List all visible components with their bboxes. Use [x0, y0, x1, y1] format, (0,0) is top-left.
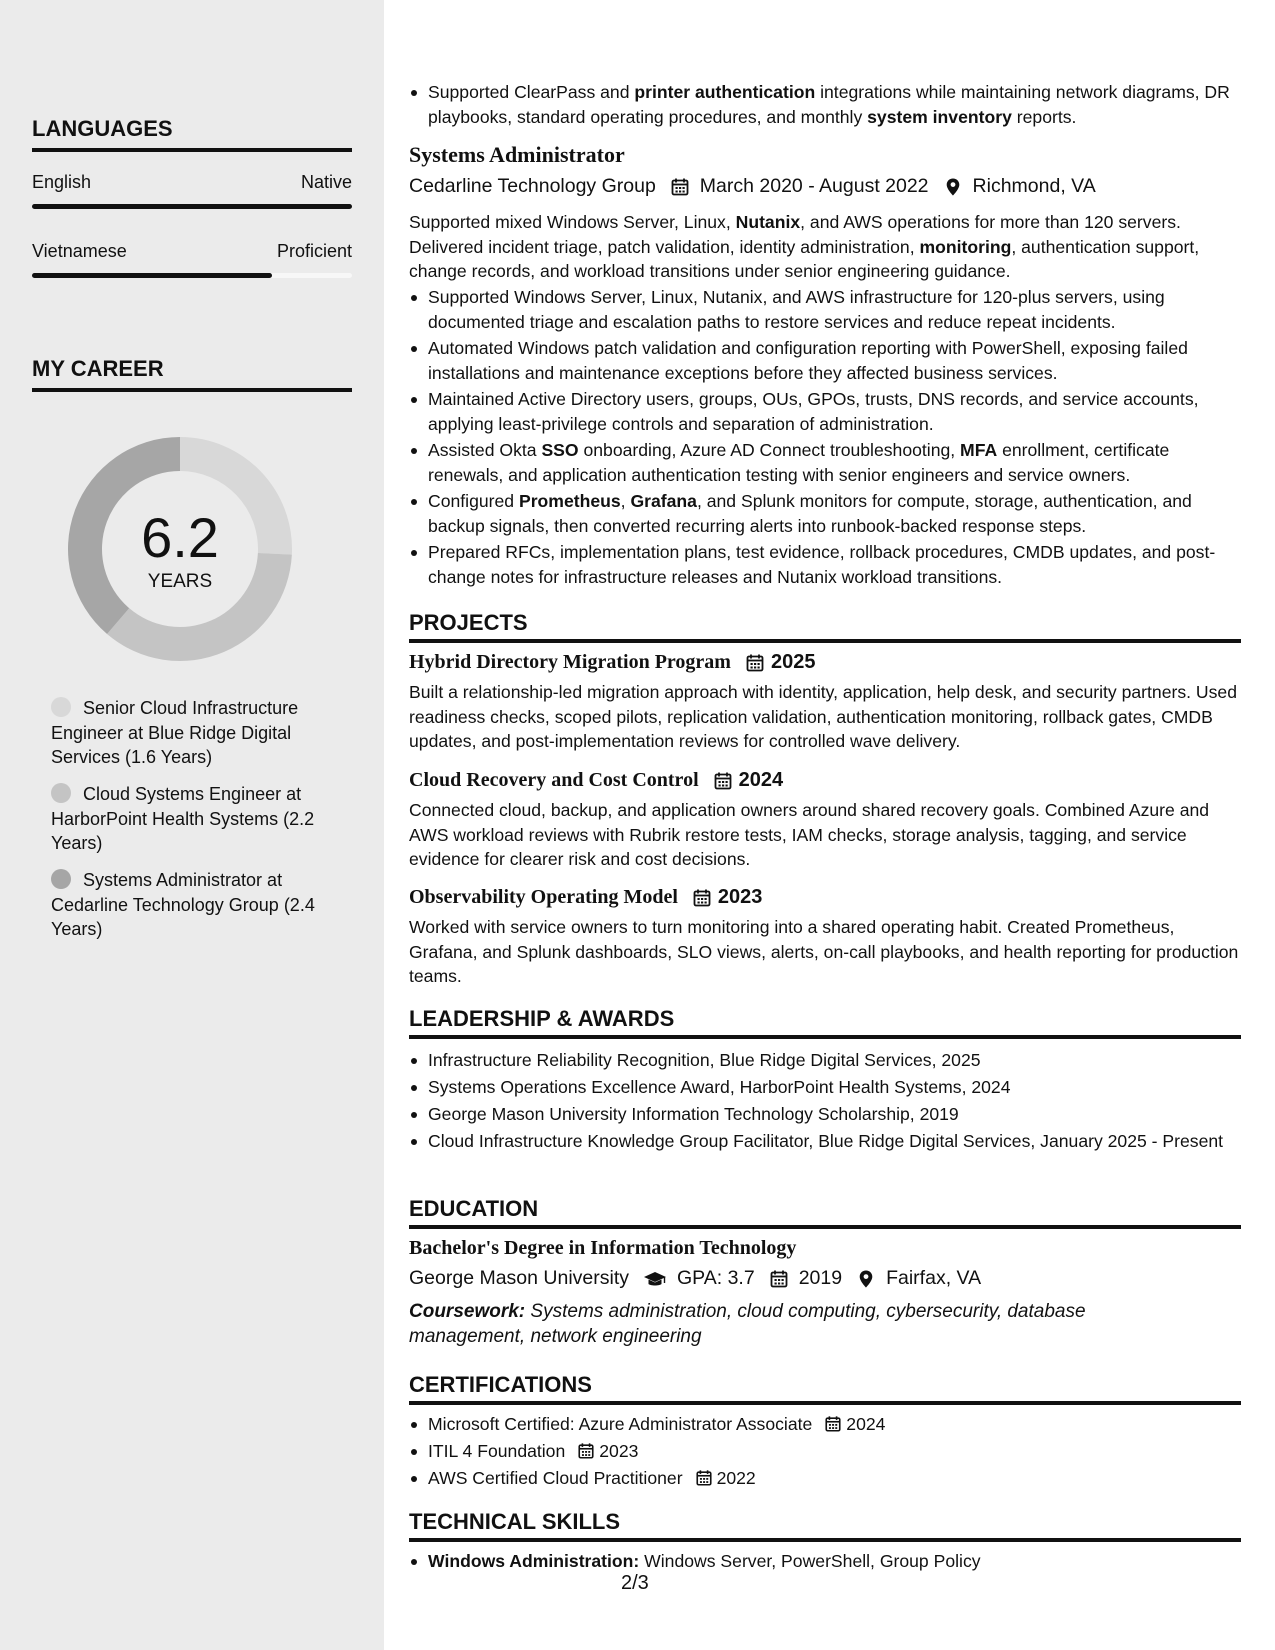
project-description: Built a relationship-led migration approach with identity, application, help desk, and security partners. Used readiness checks, scoped pilots, replication validation, authentication monitoring, rollback gates, CMDB updates, and post-implementation reviews for controlled wave delivery. [409, 682, 1238, 751]
career-legend-item [51, 868, 341, 942]
skills-list [409, 1549, 1241, 1574]
school-location: Fairfax, VA [886, 1267, 982, 1289]
job-meta [409, 175, 1096, 198]
list-item: Systems Operations Excellence Award, HarborPoint Health Systems, 2024 [409, 1075, 1241, 1100]
leadership-heading: LEADERSHIP & AWARDS [409, 1006, 1241, 1039]
language-row [32, 172, 352, 193]
list-item: ITIL 4 Foundation 2023 [409, 1439, 1241, 1464]
degree-title: Bachelor's Degree in Information Technology [409, 1237, 797, 1259]
project-title: Cloud Recovery and Cost Control 2024 [409, 769, 784, 791]
job-location: Richmond, VA [972, 175, 1096, 197]
language-level: Proficient [276, 241, 352, 261]
skill-label: Windows Administration: [428, 1551, 640, 1571]
project-year: 2025 [770, 651, 816, 673]
project-description: Connected cloud, backup, and application owners around shared recovery goals. Combined Azure and AWS workload reviews with Rubrik restore tests, IAM checks, storage analysis, tagging, and service evidence for clearer risk and cost decisions. [409, 800, 1210, 869]
total-years-label: YEARS [147, 571, 213, 592]
technical-skills-heading: TECHNICAL SKILLS [409, 1509, 1241, 1542]
list-item: Supported ClearPass and printer authentication integrations while maintaining network diagrams, DR playbooks, standard operating procedures, and monthly system inventory reports. [409, 80, 1241, 129]
calendar-icon [769, 1269, 789, 1289]
career-legend-item [51, 782, 341, 856]
project-year: 2024 [738, 769, 784, 791]
career-legend-label: Systems Administrator at Cedarline Technology Group (2.4 Years) [51, 870, 315, 939]
calendar-icon [695, 1469, 713, 1487]
job-bullets [409, 285, 1241, 589]
education-heading: EDUCATION [409, 1196, 1241, 1229]
legend-dot [51, 869, 71, 889]
language-row [32, 241, 352, 262]
job-title: Systems Administrator [409, 142, 625, 167]
language-bar [32, 204, 352, 209]
project-description: Worked with service owners to turn monitoring into a shared operating habit. Created Prometheus, Grafana, and Splunk dashboards, SLO views, alerts, on-call playbooks, and health reporting for production teams. [409, 917, 1239, 986]
career-legend-label: Senior Cloud Infrastructure Engineer at Blue Ridge Digital Services (1.6 Years) [51, 698, 299, 767]
page-number: 2/3 [621, 1572, 649, 1594]
company-name: Cedarline Technology Group [409, 175, 656, 197]
career-legend-label: Cloud Systems Engineer at HarborPoint Health Systems (2.2 Years) [51, 784, 315, 853]
language-name: Vietnamese [32, 241, 127, 261]
list-item: Supported Windows Server, Linux, Nutanix, and AWS infrastructure for 120-plus servers, using documented triage and escalation paths to restore services and reduce repeat incidents. [409, 285, 1241, 334]
school-name: George Mason University [409, 1267, 630, 1289]
education-meta [409, 1267, 981, 1290]
gpa: GPA: 3.7 [677, 1267, 755, 1289]
list-item: AWS Certified Cloud Practitioner 2022 [409, 1466, 1241, 1491]
top-bullet-list [409, 80, 1241, 129]
certifications-heading: CERTIFICATIONS [409, 1372, 1241, 1405]
list-item: Cloud Infrastructure Knowledge Group Facilitator, Blue Ridge Digital Services, January 2025 - Present [409, 1129, 1241, 1154]
project-title: Hybrid Directory Migration Program 2025 [409, 651, 816, 673]
list-item: Windows Administration: Windows Server, PowerShell, Group Policy [409, 1549, 1241, 1574]
language-name: English [32, 172, 92, 192]
map-pin-icon [943, 177, 963, 197]
coursework-label: Coursework: [409, 1301, 526, 1322]
career-heading: MY CAREER [32, 356, 352, 392]
map-pin-icon [856, 1269, 876, 1289]
main-content [409, 0, 1241, 1650]
job-dates: March 2020 - August 2022 [699, 175, 929, 197]
calendar-icon [692, 888, 712, 908]
calendar-icon [577, 1442, 595, 1460]
project-year: 2023 [717, 886, 763, 908]
language-level: Native [300, 172, 352, 192]
coursework: Coursework: Systems administration, cloud computing, cybersecurity, database management, network engineering [409, 1301, 1086, 1347]
language-bar-fill [32, 204, 352, 209]
list-item: Infrastructure Reliability Recognition, Blue Ridge Digital Services, 2025 [409, 1048, 1241, 1073]
leadership-list [409, 1048, 1241, 1154]
language-bar [32, 273, 352, 278]
total-years-value: 6.2 [141, 506, 219, 569]
legend-dot [51, 783, 71, 803]
projects-heading: PROJECTS [409, 610, 1241, 643]
list-item: Configured Prometheus, Grafana, and Splunk monitors for compute, storage, authentication, and backup signals, then converted recurring alerts into runbook-backed response steps. [409, 489, 1241, 538]
calendar-icon [670, 177, 690, 197]
sidebar [0, 0, 384, 1650]
list-item: Automated Windows patch validation and configuration reporting with PowerShell, exposing failed installations and maintenance exceptions before they affected business services. [409, 336, 1241, 385]
graduation-cap-icon [643, 1269, 667, 1289]
list-item: George Mason University Information Technology Scholarship, 2019 [409, 1102, 1241, 1127]
list-item: Prepared RFCs, implementation plans, test evidence, rollback procedures, CMDB updates, and post-change notes for infrastructure releases and Nutanix workload transitions. [409, 540, 1241, 589]
certifications-list [409, 1412, 1241, 1491]
calendar-icon [824, 1415, 842, 1433]
calendar-icon [713, 771, 733, 791]
calendar-icon [745, 653, 765, 673]
list-item: Maintained Active Directory users, groups, OUs, GPOs, trusts, DNS records, and service accounts, applying least-privilege controls and separation of administration. [409, 387, 1241, 436]
list-item: Microsoft Certified: Azure Administrator Associate 2024 [409, 1412, 1241, 1437]
language-bar-fill [32, 273, 272, 278]
project-title: Observability Operating Model 2023 [409, 886, 763, 908]
job-summary: Supported mixed Windows Server, Linux, Nutanix, and AWS operations for more than 120 servers. Delivered incident triage, patch validation, identity administration, monitoring, authentication support, change records, and workload transitions under senior engineering guidance. [409, 212, 1200, 281]
languages-heading: LANGUAGES [32, 116, 352, 152]
legend-dot [51, 697, 71, 717]
list-item: Assisted Okta SSO onboarding, Azure AD Connect troubleshooting, MFA enrollment, certificate renewals, and application authentication testing with senior engineers and service owners. [409, 438, 1241, 487]
graduation-year: 2019 [798, 1267, 843, 1289]
career-legend-item [51, 696, 341, 770]
